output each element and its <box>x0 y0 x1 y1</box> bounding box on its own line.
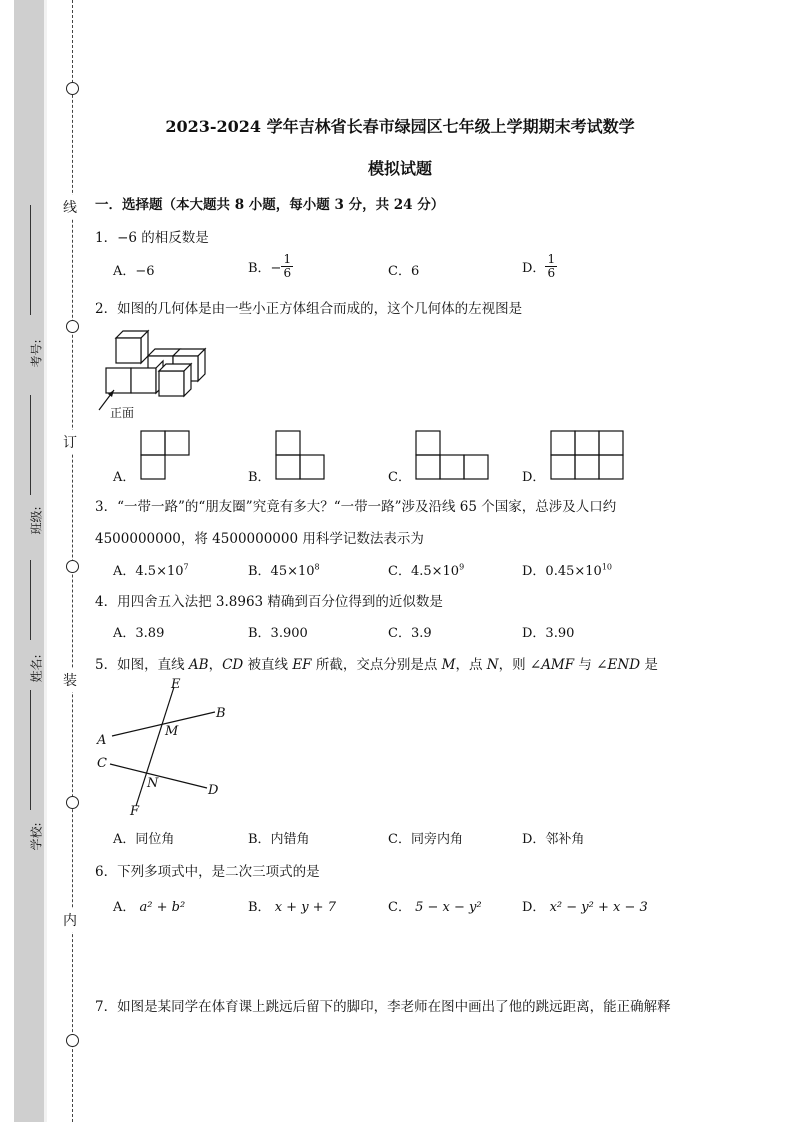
q6-option-d: D． x² − y² + x − 3 <box>522 900 648 915</box>
fill-line-banji <box>30 395 31 495</box>
q5-option-b: B．内错角 <box>248 832 310 847</box>
q5-label-c: C <box>97 756 107 771</box>
q2-stem: 2．如图的几何体是由一些小正方体组合而成的，这个几何体的左视图是 <box>95 301 523 317</box>
q7-stem: 7．如图是某同学在体育课上跳远后留下的脚印，李老师在图中画出了他的跳远距离，能正确解释 <box>95 999 671 1015</box>
fill-line-xuexiao <box>30 690 31 810</box>
q3-option-a: A．$4.5\times 10^7$ <box>113 562 189 579</box>
q6-option-b: B． x + y + 7 <box>248 900 336 915</box>
binding-char-nei: 内 <box>63 908 77 932</box>
q2-option-d: D． <box>522 470 546 485</box>
q5-label-n: N <box>147 776 159 791</box>
q3-stem-line1: 3．“一带一路”的“朋友圈”究竟有多大？“一带一路”涉及沿线 65 个国家，总涉及人口约 <box>95 499 617 515</box>
q6-stem: 6．下列多项式中，是二次三项式的是 <box>95 864 320 880</box>
q3-option-c: C．$4.5\times 10^9$ <box>388 562 465 579</box>
q1-option-d: D． $\frac{1}{6}$ <box>522 252 556 280</box>
q2-option-b: B． <box>248 470 271 485</box>
binding-char-ding: 订 <box>63 430 77 454</box>
q6-option-c: C． 5 − x − y² <box>388 900 482 915</box>
q5-label-f: F <box>130 804 140 819</box>
q3-stem-line2: 4500000000，将 4500000000 用科学记数法表示为 <box>95 531 424 547</box>
q1-option-a: A．−6 <box>113 264 155 279</box>
q2-front-label: 正面 <box>110 406 135 420</box>
binding-margin-edge <box>44 0 47 1122</box>
label-xuexiao: 学校: <box>29 822 44 851</box>
fill-line-xingming <box>30 560 31 640</box>
q3-option-d: D．$0.45\times 10^{10}$ <box>522 562 612 579</box>
q5-figure <box>95 675 235 825</box>
binding-hole <box>66 320 79 333</box>
q1-option-b: B．− $\frac{1}{6}$ <box>248 252 292 280</box>
binding-hole <box>66 1034 79 1047</box>
label-xingming: 姓名: <box>29 654 44 683</box>
q5-option-d: D．邻补角 <box>522 832 585 847</box>
q5-stem: 5．如图，直线 AB，CD 被直线 EF 所截，交点分别是点 M，点 N，则 ∠AMF 与 ∠END 是 <box>95 657 658 673</box>
q4-option-a: A．3.89 <box>113 626 165 641</box>
page-subtitle: 模拟试题 <box>367 159 432 178</box>
q2-option-a: A． <box>113 470 136 485</box>
q5-label-d: D <box>208 783 219 798</box>
q5-label-b: B <box>216 706 226 721</box>
binding-hole <box>66 82 79 95</box>
binding-char-zhuang: 装 <box>63 668 77 692</box>
q4-option-c: C．3.9 <box>388 626 432 641</box>
q5-label-e: E <box>171 677 181 692</box>
q2-option-c: C． <box>388 470 411 485</box>
q5-option-c: C．同旁内角 <box>388 832 463 847</box>
q4-option-b: B．3.900 <box>248 626 308 641</box>
q2-option-a-figure <box>140 430 190 480</box>
fill-line-kaohao <box>30 205 31 315</box>
q2-option-b-figure <box>275 430 325 480</box>
label-kaohao: 考号: <box>29 339 44 368</box>
binding-hole <box>66 560 79 573</box>
section-heading: 一．选择题（本大题共 8 小题，每小题 3 分，共 24 分） <box>95 197 445 213</box>
q2-option-c-figure <box>415 430 489 480</box>
page-title: 2023-2024 学年吉林省长春市绿园区七年级上学期期末考试数学 <box>165 117 635 136</box>
q1-stem: 1．−6 的相反数是 <box>95 230 209 246</box>
q5-label-m: M <box>165 724 179 739</box>
q5-option-a: A．同位角 <box>113 832 175 847</box>
q4-option-d: D．3.90 <box>522 626 575 641</box>
q6-option-a: A． a² + b² <box>113 900 186 915</box>
line-cd <box>110 764 207 788</box>
label-banji: 班级: <box>29 506 44 535</box>
binding-char-xian: 线 <box>63 195 77 219</box>
q2-option-d-figure <box>550 430 624 480</box>
q4-stem: 4．用四舍五入法把 3.8963 精确到百分位得到的近似数是 <box>95 594 443 610</box>
binding-hole <box>66 796 79 809</box>
q1-option-c: C．6 <box>388 264 420 279</box>
q3-option-b: B．$45\times 10^8$ <box>248 562 320 579</box>
line-ab <box>112 712 215 736</box>
q5-label-a: A <box>97 733 107 748</box>
